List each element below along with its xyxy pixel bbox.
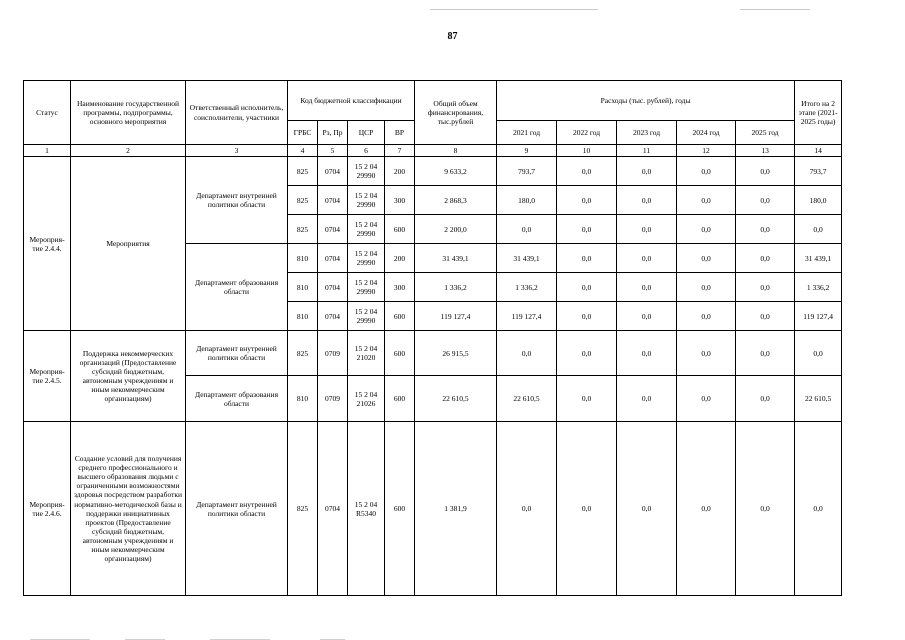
year-2022-cell: 0,0 (557, 331, 617, 376)
status-cell: Мероприя-тие 2.4.4. (24, 157, 71, 331)
year-2023-cell: 0,0 (617, 244, 677, 273)
year-2023-cell: 0,0 (617, 157, 677, 186)
year-2024-cell: 0,0 (677, 215, 736, 244)
column-number: 4 (288, 145, 318, 157)
scan-artifact-line (430, 9, 598, 10)
stage-total-cell: 793,7 (795, 157, 842, 186)
stage-total-cell: 1 336,2 (795, 273, 842, 302)
total-cell: 9 633,2 (415, 157, 497, 186)
year-2021-cell: 0,0 (497, 331, 557, 376)
header-total-volume: Общий объем финансирования, тыс.рублей (415, 81, 497, 145)
year-2022-cell: 0,0 (557, 302, 617, 331)
year-2023-cell: 0,0 (617, 331, 677, 376)
name-cell: Мероприятия (71, 157, 186, 331)
header-stage-total: Итого на 2 этапе (2021-2025 годы) (795, 81, 842, 145)
stage-total-cell: 0,0 (795, 215, 842, 244)
year-2024-cell: 0,0 (677, 157, 736, 186)
grbs-cell: 825 (288, 215, 318, 244)
year-2023-cell: 0,0 (617, 186, 677, 215)
grbs-cell: 825 (288, 422, 318, 596)
vr-cell: 600 (385, 215, 415, 244)
header-expenses: Расходы (тыс. рублей), годы (497, 81, 795, 121)
vr-cell: 600 (385, 302, 415, 331)
year-2021-cell: 22 610,5 (497, 376, 557, 422)
column-number: 10 (557, 145, 617, 157)
total-cell: 1 381,9 (415, 422, 497, 596)
executor-cell: Департамент образования области (186, 376, 288, 422)
name-cell: Поддержка некоммерческих организаций (Предоставление субсидий бюджетным, автономным учреждениям и иным некоммерческим организациям) (71, 331, 186, 422)
vr-cell: 300 (385, 186, 415, 215)
executor-cell: Департамент внутренней политики области (186, 422, 288, 596)
rzpr-cell: 0704 (318, 422, 348, 596)
vr-cell: 200 (385, 157, 415, 186)
csr-cell: 15 2 04 R5340 (348, 422, 385, 596)
column-number: 11 (617, 145, 677, 157)
executor-cell: Департамент внутренней политики области (186, 157, 288, 244)
name-cell: Создание условий для получения среднего профессионального и высшего образования людьми с ограниченными возможностями здоровья посредством разработки нормативно-методической базы и поддержки инициативных проектов (Предоставление субсидий бюджетным, автономным учреждениям и иным некоммерческим организациям) (71, 422, 186, 596)
year-2023-cell: 0,0 (617, 302, 677, 331)
status-cell: Мероприя-тие 2.4.6. (24, 422, 71, 596)
column-number: 9 (497, 145, 557, 157)
executor-cell: Департамент внутренней политики области (186, 331, 288, 376)
year-2021-cell: 119 127,4 (497, 302, 557, 331)
scan-artifact-line (740, 9, 810, 10)
header-grbs: ГРБС (288, 121, 318, 145)
csr-cell: 15 2 04 29990 (348, 244, 385, 273)
year-2022-cell: 0,0 (557, 186, 617, 215)
header-executor: Ответственный исполнитель, соисполнители, участники (186, 81, 288, 145)
year-2021-cell: 793,7 (497, 157, 557, 186)
rzpr-cell: 0709 (318, 376, 348, 422)
year-2024-cell: 0,0 (677, 422, 736, 596)
year-2024-cell: 0,0 (677, 244, 736, 273)
grbs-cell: 810 (288, 244, 318, 273)
table-row (24, 422, 842, 596)
column-number: 1 (24, 145, 71, 157)
rzpr-cell: 0704 (318, 186, 348, 215)
year-2022-cell: 0,0 (557, 215, 617, 244)
grbs-cell: 825 (288, 186, 318, 215)
total-cell: 1 336,2 (415, 273, 497, 302)
column-number: 13 (736, 145, 795, 157)
total-cell: 119 127,4 (415, 302, 497, 331)
vr-cell: 200 (385, 244, 415, 273)
header-status: Статус (24, 81, 71, 145)
csr-cell: 15 2 04 29990 (348, 302, 385, 331)
rzpr-cell: 0704 (318, 273, 348, 302)
vr-cell: 300 (385, 273, 415, 302)
header-year-2021: 2021 год (497, 121, 557, 145)
year-2025-cell: 0,0 (736, 302, 795, 331)
csr-cell: 15 2 04 21020 (348, 331, 385, 376)
year-2022-cell: 0,0 (557, 273, 617, 302)
grbs-cell: 810 (288, 302, 318, 331)
header-year-2024: 2024 год (677, 121, 736, 145)
column-number: 7 (385, 145, 415, 157)
year-2022-cell: 0,0 (557, 422, 617, 596)
stage-total-cell: 22 610,5 (795, 376, 842, 422)
header-year-2023: 2023 год (617, 121, 677, 145)
header-rzpr: Рз, Пр (318, 121, 348, 145)
total-cell: 31 439,1 (415, 244, 497, 273)
year-2023-cell: 0,0 (617, 215, 677, 244)
grbs-cell: 825 (288, 157, 318, 186)
column-number: 14 (795, 145, 842, 157)
year-2022-cell: 0,0 (557, 157, 617, 186)
rzpr-cell: 0704 (318, 302, 348, 331)
total-cell: 22 610,5 (415, 376, 497, 422)
header-budget-code: Код бюджетной классификации (288, 81, 415, 121)
year-2021-cell: 1 336,2 (497, 273, 557, 302)
column-number: 5 (318, 145, 348, 157)
rzpr-cell: 0704 (318, 157, 348, 186)
vr-cell: 600 (385, 422, 415, 596)
year-2024-cell: 0,0 (677, 302, 736, 331)
year-2023-cell: 0,0 (617, 422, 677, 596)
header-vr: ВР (385, 121, 415, 145)
year-2024-cell: 0,0 (677, 186, 736, 215)
table-body (24, 157, 842, 596)
year-2023-cell: 0,0 (617, 273, 677, 302)
year-2021-cell: 0,0 (497, 422, 557, 596)
table-row (24, 331, 842, 376)
header-year-2022: 2022 год (557, 121, 617, 145)
vr-cell: 600 (385, 331, 415, 376)
year-2021-cell: 0,0 (497, 215, 557, 244)
year-2022-cell: 0,0 (557, 376, 617, 422)
page-number: 87 (447, 31, 458, 42)
column-number: 6 (348, 145, 385, 157)
table-row (24, 157, 842, 186)
year-2021-cell: 180,0 (497, 186, 557, 215)
csr-cell: 15 2 04 21026 (348, 376, 385, 422)
stage-total-cell: 0,0 (795, 331, 842, 376)
rzpr-cell: 0704 (318, 215, 348, 244)
year-2025-cell: 0,0 (736, 422, 795, 596)
column-number: 8 (415, 145, 497, 157)
year-2025-cell: 0,0 (736, 376, 795, 422)
year-2024-cell: 0,0 (677, 331, 736, 376)
total-cell: 2 868,3 (415, 186, 497, 215)
header-year-2025: 2025 год (736, 121, 795, 145)
grbs-cell: 810 (288, 376, 318, 422)
grbs-cell: 825 (288, 331, 318, 376)
grbs-cell: 810 (288, 273, 318, 302)
year-2022-cell: 0,0 (557, 244, 617, 273)
csr-cell: 15 2 04 29990 (348, 186, 385, 215)
year-2025-cell: 0,0 (736, 186, 795, 215)
budget-table (23, 80, 842, 596)
year-2025-cell: 0,0 (736, 157, 795, 186)
vr-cell: 600 (385, 376, 415, 422)
stage-total-cell: 119 127,4 (795, 302, 842, 331)
stage-total-cell: 0,0 (795, 422, 842, 596)
column-number: 12 (677, 145, 736, 157)
stage-total-cell: 180,0 (795, 186, 842, 215)
stage-total-cell: 31 439,1 (795, 244, 842, 273)
year-2024-cell: 0,0 (677, 273, 736, 302)
column-number: 2 (71, 145, 186, 157)
rzpr-cell: 0704 (318, 244, 348, 273)
total-cell: 2 200,0 (415, 215, 497, 244)
csr-cell: 15 2 04 29990 (348, 215, 385, 244)
year-2024-cell: 0,0 (677, 376, 736, 422)
status-cell: Мероприя-тие 2.4.5. (24, 331, 71, 422)
year-2025-cell: 0,0 (736, 215, 795, 244)
csr-cell: 15 2 04 29990 (348, 273, 385, 302)
column-number: 3 (186, 145, 288, 157)
year-2025-cell: 0,0 (736, 273, 795, 302)
rzpr-cell: 0709 (318, 331, 348, 376)
header-name: Наименование государственной программы, подпрограммы, основного мероприятия (71, 81, 186, 145)
year-2023-cell: 0,0 (617, 376, 677, 422)
total-cell: 26 915,5 (415, 331, 497, 376)
year-2025-cell: 0,0 (736, 244, 795, 273)
csr-cell: 15 2 04 29990 (348, 157, 385, 186)
header-csr: ЦСР (348, 121, 385, 145)
year-2021-cell: 31 439,1 (497, 244, 557, 273)
executor-cell: Департамент образования области (186, 244, 288, 331)
year-2025-cell: 0,0 (736, 331, 795, 376)
